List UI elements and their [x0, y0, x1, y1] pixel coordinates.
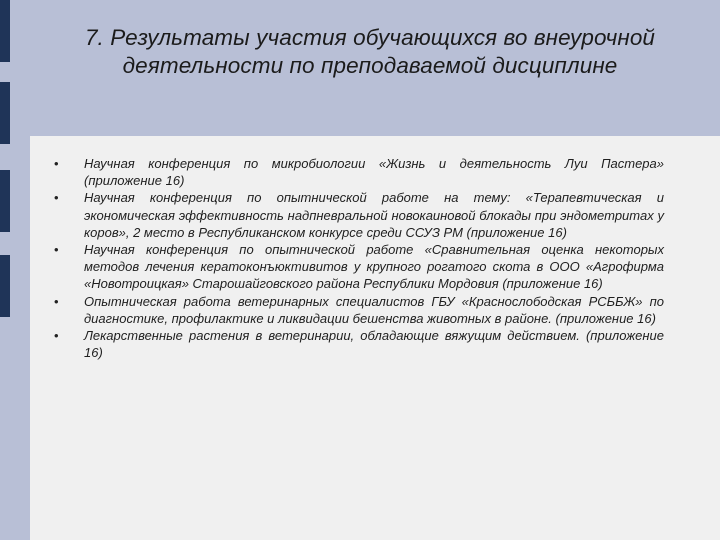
decorative-left-bar [0, 255, 10, 317]
list-item: • Научная конференция по микробиологии «Жизнь и деятельность Луи Пастера» (приложение 16) [54, 155, 664, 189]
decorative-left-bar [0, 170, 10, 232]
list-item: • Опытническая работа ветеринарных специалистов ГБУ «Краснослободская РСББЖ» по диагностике, профилактике и ликвидации бешенства животных в районе. (приложение 16) [54, 293, 664, 327]
list-item: • Научная конференция по опытнической работе на тему: «Терапевтическая и экономическая эффективность надпневральной новокаиновой блокады при эндометритах у коров», 2 место в Республиканском конкурсе среди ССУЗ РМ (приложение 16) [54, 189, 664, 241]
slide-title: 7. Результаты участия обучающихся во внеурочной деятельности по преподаваемой дисциплине [84, 25, 656, 78]
bullet-list [54, 155, 664, 361]
decorative-left-bar [0, 82, 10, 144]
list-item: • Научная конференция по опытнической работе «Сравнительная оценка некоторых методов лечения кератоконъюктивитов у крупного рогатого скота в ООО «Агрофирма «Новотроицкая» Старошайговского района Республики Мордовия (приложение 16) [54, 241, 664, 293]
decorative-left-bar [0, 0, 10, 62]
list-item: • Лекарственные растения в ветеринарии, обладающие вяжущим действием. (приложение 16) [54, 327, 664, 361]
